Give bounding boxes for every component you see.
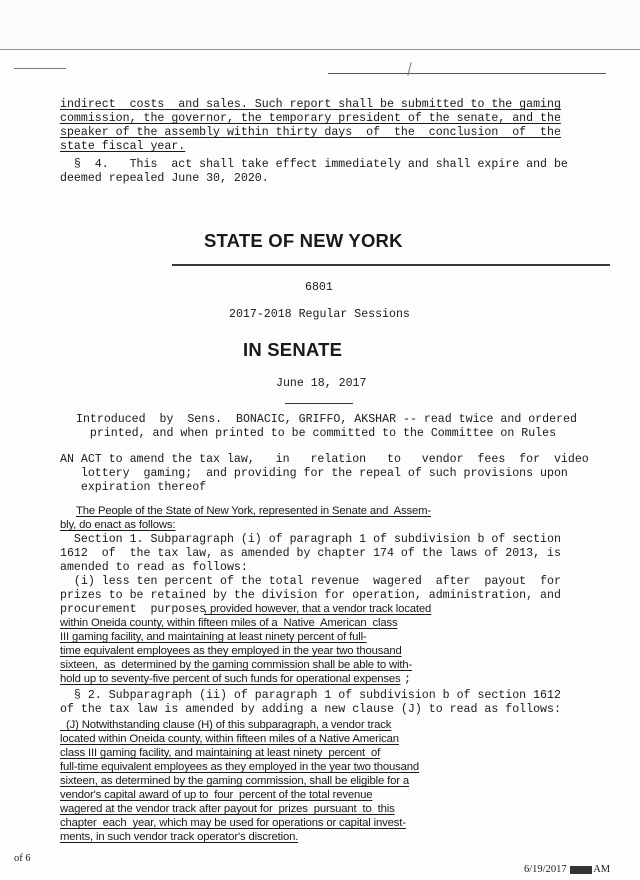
session-label: 2017-2018 Regular Sessions xyxy=(229,308,410,321)
section-2-insert-line: vendor's capital award of up to four percent of the total revenue xyxy=(60,789,373,801)
bill-number: 6801 xyxy=(305,281,333,294)
section-1-insert-line: , provided however, that a vendor track located xyxy=(204,603,432,615)
enacting-clause-line: The People of the State of New York, represented in Senate and Assem- xyxy=(76,505,431,517)
introduced-line: Introduced by Sens. BONACIC, GRIFFO, AKSHAR -- read twice and ordered xyxy=(76,413,577,426)
section-1-line: amended to read as follows: xyxy=(60,561,248,574)
section-2-insert-line: chapter each year, which may be used for operations or capital invest- xyxy=(60,817,406,829)
section-2-insert-line: (J) Notwithstanding clause (H) of this subparagraph, a vendor track xyxy=(60,719,392,731)
section-1-line: prizes to be retained by the division for operation, administration, and xyxy=(60,589,561,602)
fax-timestamp xyxy=(524,864,610,875)
section-4-line: § 4. This act shall take effect immediately and shall expire and be xyxy=(60,158,568,171)
header-rule-right xyxy=(328,73,606,74)
section-2-insert-line: ments, in such vendor track operator's discretion. xyxy=(60,831,299,843)
enacting-clause-line: bly, do enact as follows: xyxy=(60,519,176,531)
date-rule xyxy=(285,403,353,404)
act-title-line: AN ACT to amend the tax law, in relation to vendor fees for video xyxy=(60,453,589,466)
section-2-line: of the tax law is amended by adding a new clause (J) to read as follows: xyxy=(60,703,561,716)
section-1-line: Section 1. Subparagraph (i) of paragraph 1 of subdivision b of section xyxy=(60,533,561,546)
section-2-insert-line: full-time equivalent employees as they employed in the year two thousand xyxy=(60,761,420,773)
timestamp-suffix: AM xyxy=(593,864,611,875)
section-1-line: procurement purposes xyxy=(60,603,207,616)
timestamp-date: 6/19/2017 xyxy=(524,864,567,875)
section-1-line: (i) less ten percent of the total revenue wagered after payout for xyxy=(60,575,561,588)
section-1-line: 1612 of the tax law, as amended by chapter 174 of the laws of 2013, is xyxy=(60,547,561,560)
redaction-mark xyxy=(570,866,592,874)
act-title-line: lottery gaming; and providing for the repeal of such provisions upon xyxy=(60,467,568,480)
introduction-date: June 18, 2017 xyxy=(276,377,367,390)
section-1-insert-line: hold up to seventy-five percent of such funds for operational expenses xyxy=(60,673,401,685)
header-divider xyxy=(172,264,610,266)
state-heading: STATE OF NEW YORK xyxy=(204,230,403,251)
page-count: of 6 xyxy=(14,853,31,864)
section-1-insert-line: within Oneida county, within fifteen miles of a Native American class xyxy=(60,617,398,629)
act-title-line: expiration thereof xyxy=(60,481,207,494)
scan-top-border xyxy=(0,0,640,50)
continuation-line: commission, the governor, the temporary president of the senate, and the xyxy=(60,112,561,125)
continuation-line: indirect costs and sales. Such report shall be submitted to the gaming xyxy=(60,98,561,111)
chamber-heading: IN SENATE xyxy=(243,339,343,360)
section-2-insert-line: wagered at the vendor track after payout for prizes pursuant to this xyxy=(60,803,395,815)
semicolon: ; xyxy=(404,673,411,686)
section-2-insert-line: located within Oneida county, within fifteen miles of a Native American xyxy=(60,733,399,745)
section-1-insert-line: time equivalent employees as they employed in the year two thousand xyxy=(60,645,402,657)
continuation-line: state fiscal year. xyxy=(60,140,186,153)
introduced-line: printed, and when printed to be committed to the Committee on Rules xyxy=(76,427,557,440)
section-2-line: § 2. Subparagraph (ii) of paragraph 1 of subdivision b of section 1612 xyxy=(60,689,561,702)
section-2-insert-line: sixteen, as determined by the gaming commission, shall be eligible for a xyxy=(60,775,410,787)
section-1-insert-line: sixteen, as determined by the gaming commission shall be able to with- xyxy=(60,659,413,671)
section-4-line: deemed repealed June 30, 2020. xyxy=(60,172,269,185)
section-1-insert-line: III gaming facility, and maintaining at least ninety percent of full- xyxy=(60,631,367,643)
continuation-line: speaker of the assembly within thirty days of the conclusion of the xyxy=(60,126,561,139)
header-rule-left xyxy=(14,68,66,69)
section-2-insert-line: class III gaming facility, and maintaining at least ninety percent of xyxy=(60,747,381,759)
